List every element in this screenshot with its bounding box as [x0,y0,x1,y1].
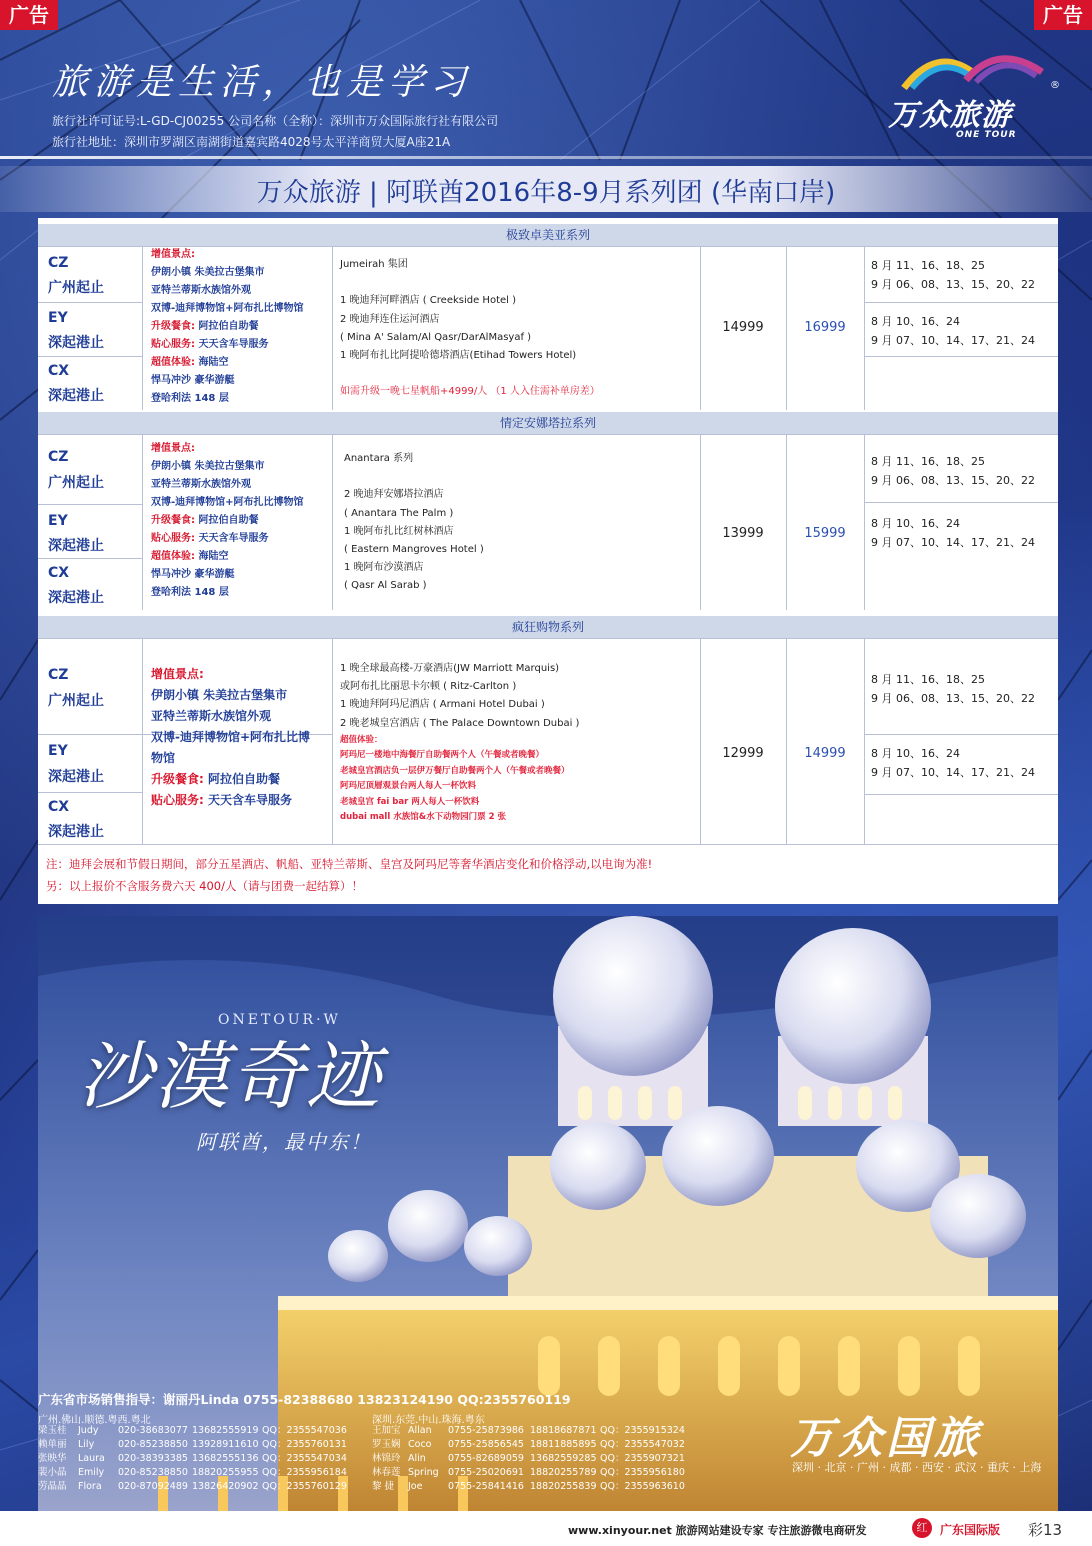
hotel-line: 或阿布扎比丽思卡尔顿 ( Ritz-Carlton ) [340,681,517,693]
experience-line: 老城皇宫酒店负一层伊万餐厅自助餐两个人（午餐或者晚餐） [340,765,570,776]
banner-brand-small: ONETOUR·W [218,1012,341,1028]
date-line: 8 月 10、16、24 [871,517,960,530]
contact-row: 王加宝 Allan 0755-25873986 18818687871 QQ：2355915324 [372,1425,685,1436]
column-divider [700,434,701,610]
airline-code: CX [48,565,70,581]
bottom-bar [0,1511,1092,1546]
feature-line: 亚特兰蒂斯水族馆外观 [151,285,251,296]
column-divider [786,434,787,610]
feature-line: 悍马冲沙 豪华游艇 [151,569,235,580]
hotel-line: 2 晚老城皇宫酒店 ( The Palace Downtown Dubai ) [340,717,580,729]
features-list [151,246,304,408]
banner-title: 沙漠奇迹 [78,1034,382,1120]
hotel-line: 2 晚迪拜安娜塔拉酒店 [344,489,444,501]
price-premium: 14999 [804,746,846,761]
feature-line: 亚特兰蒂斯水族馆外观 [151,479,251,490]
hotel-line: ( Eastern Mangroves Hotel ) [344,544,484,556]
column-divider [786,638,787,844]
date-line: 9 月 07、10、14、17、21、24 [871,334,1035,347]
departure-dates [871,312,1035,350]
contacts-right [372,1424,685,1494]
hotel-list [344,450,484,596]
date-line: 8 月 11、16、18、25 [871,259,985,272]
column-divider [142,434,143,610]
edition-label: 广东国际版 [940,1523,1001,1537]
date-line: 9 月 06、08、13、15、20、22 [871,278,1035,291]
airline-route: 深起港止 [48,590,104,606]
column-divider [864,434,865,610]
row-divider [38,638,1058,639]
row-divider [38,844,1058,845]
section-header-anantara: 情定安娜塔拉系列 [38,412,1058,434]
row-divider [38,434,1058,435]
departure-dates [871,744,1035,782]
airline-route: 广州起止 [48,280,104,296]
feature-line: 伊朗小镇 朱美拉古堡集市 [151,688,288,702]
hotel-list [340,660,579,826]
hotel-line: 1 晚阿布扎比红树林酒店 [344,525,454,537]
price-premium: 16999 [804,320,846,335]
airline-route: 深起港止 [48,538,104,554]
airline-route: 深起港止 [48,769,104,785]
row-divider [864,734,1058,735]
logo-brand-text: 万众旅游 [888,98,1012,133]
feature-line: 升级餐食: 阿拉伯自助餐 [151,515,259,526]
onetour-logo [886,42,1060,152]
airline-code: EY [48,743,68,759]
airline-route: 广州起止 [48,475,104,491]
experience-line: 老城皇宫 fai bar 两人每人一杯饮料 [340,796,480,807]
footer-brand: 万众国旅 [790,1413,982,1464]
license-info: 旅行社许可证号:L-GD-CJ00255 公司名称（全称）：深圳市万众国际旅行社有限公司 [52,114,499,128]
feature-line: 超值体验: 海陆空 [151,357,229,368]
contact-row: 林锦玲 Alin 0755-82689059 13682559285 QQ：2355907321 [372,1453,685,1464]
feature-line: 物馆 [151,751,176,765]
airline-route: 深起港止 [48,824,104,840]
date-line: 8 月 10、16、24 [871,747,960,760]
title-band [0,166,1092,212]
row-divider [864,302,1058,303]
column-divider [700,638,701,844]
contact-row: 裴小晶 Emily 020-85238850 18820255955 QQ：2355956184 [38,1467,347,1478]
price-standard: 12999 [722,746,764,761]
airline-code: CZ [48,449,69,465]
hotel-line: 1 晚阿布扎比阿提哈德塔酒店(Etihad Towers Hotel) [340,350,577,362]
page-title: 万众旅游 | 阿联酋2016年8-9月系列团 (华南口岸) [256,178,836,208]
hotel-line: ( Qasr Al Sarab ) [344,580,427,592]
header-divider [0,156,1092,159]
date-line: 8 月 11、16、18、25 [871,455,985,468]
experience-line: 阿玛尼顶層观景台两人每人一杯饮料 [340,781,477,792]
logo-sub-text: ONE TOUR [956,130,1017,140]
feature-line: 增值景点: [151,249,195,260]
region-right: 深圳.东莞.中山.珠海.粤东 [372,1415,485,1426]
website-text: www.xinyour.net 旅游网站建设专家 专注旅游微电商研发 [568,1524,867,1537]
feature-line: 双博-迪拜博物馆+阿布扎比博 [151,730,311,744]
column-divider [864,246,865,410]
date-line: 9 月 06、08、13、15、20、22 [871,692,1035,705]
section-header-shopping: 疯狂购物系列 [38,616,1058,638]
features-list [151,440,304,602]
footer-cities: 深圳 · 北京 · 广州 · 成都 · 西安 · 武汉 · 重庆 · 上海 [792,1461,1042,1474]
feature-line: 登哈利法 148 层 [151,393,229,404]
departure-dates [871,452,1035,490]
airline-code: CZ [48,255,69,271]
hotel-upgrade-note: 如需升级一晚七星帆船+4999/人 （1 人入住需补单房差） [340,386,600,398]
address-info: 旅行社地址：深圳市罗湖区南湖街道嘉宾路4028号太平洋商贸大厦A座21A [52,135,451,149]
hotel-line: ( Anantara The Palm ) [344,507,454,519]
column-divider [332,434,333,610]
row-divider [38,504,142,505]
contact-row: 黎 捷 Joe 0755-25841416 18820255839 QQ：2355963610 [372,1481,685,1492]
row-divider [864,794,1058,795]
row-divider [38,356,142,357]
contact-row: 赖单丽 Lily 020-85238850 13928911610 QQ：2355760131 [38,1439,347,1450]
experience-line: 阿玛尼一楼地中海餐厅自助餐两个人（午餐或者晚餐） [340,750,545,761]
tour-price-table [38,218,1058,904]
feature-line: 双博-迪拜博物馆+阿布扎比博物馆 [151,497,304,508]
airline-code: CX [48,363,70,379]
contact-row: 罗玉娴 Coco 0755-25856545 18811885895 QQ：2355547032 [372,1439,685,1450]
hotel-line: 1 晚全球最高楼-万豪酒店(JW Marriott Marquis) [340,663,560,674]
hotel-line [344,468,484,486]
feature-line: 贴心服务: 天天含车导服务 [151,533,269,544]
row-divider [864,502,1058,503]
feature-line: 伊朗小镇 朱美拉古堡集市 [151,461,265,472]
contact-row: 劳晶晶 Flora 020-87092489 13826420902 QQ：2355760129 [38,1481,347,1492]
ad-tag-left: 广告 [0,0,58,30]
page-number: 彩13 [1028,1521,1063,1539]
section-header-jumeirah: 极致卓美亚系列 [38,224,1058,246]
date-line: 9 月 07、10、14、17、21、24 [871,536,1035,549]
hotel-line [340,274,600,292]
departure-dates [871,670,1035,708]
contact-row: 梁玉桂 Judy 020-38683077 13682555919 QQ：2355547036 [38,1425,347,1436]
price-standard: 13999 [722,526,764,541]
feature-line: 悍马冲沙 豪华游艇 [151,375,235,386]
price-standard: 14999 [722,320,764,335]
airline-code: EY [48,310,68,326]
feature-line: 超值体验: 海陆空 [151,551,229,562]
contacts-left [38,1424,347,1494]
price-premium: 15999 [804,526,846,541]
feature-line: 升级餐食: 阿拉伯自助餐 [151,321,259,332]
hotel-line: 2 晚迪拜连住运河酒店 [340,313,440,325]
column-divider [142,638,143,844]
airline-route: 深起港止 [48,388,104,404]
date-line: 8 月 11、16、18、25 [871,673,985,686]
note-line: 另：以上报价不含服务费六天 400/人（请与团费一起结算）！ [46,879,363,893]
hotel-line: 1 晚迪拜阿玛尼酒店 ( Armani Hotel Dubai ) [340,699,545,711]
hotel-line: 1 晚迪拜河畔酒店 ( Creekside Hotel ) [340,295,517,307]
region-left: 广州.佛山.顺德.粤西.粤北 [38,1415,151,1426]
hotel-line: Anantara 系列 [344,453,414,464]
date-line: 9 月 07、10、14、17、21、24 [871,766,1035,779]
red-badge-icon: 红 [912,1518,932,1538]
airline-code: CX [48,799,70,815]
departure-dates [871,256,1035,294]
ad-tag-right: 广告 [1034,0,1092,30]
airline-code: CZ [48,667,69,683]
features-list [151,664,310,811]
feature-line: 登哈利法 148 层 [151,587,229,598]
row-divider [38,302,142,303]
hotel-line: 1 晚阿布沙漠酒店 [344,562,424,574]
feature-line: 贴心服务: 天天含车导服务 [151,793,292,807]
note-line: 注：迪拜会展和节假日期间，部分五星酒店、帆船、亚特兰蒂斯、皇宫及阿玛尼等奢华酒店变化和价格浮动,以电询为准! [46,857,653,871]
row-divider [38,792,142,793]
banner-tagline: 阿联酋，最中东！ [196,1130,372,1154]
column-divider [332,638,333,844]
contact-row: 张映华 Laura 020-38393385 13682555136 QQ：2355547034 [38,1453,347,1464]
feature-line: 亚特兰蒂斯水族馆外观 [151,709,272,723]
feature-line: 伊朗小镇 朱美拉古堡集市 [151,267,265,278]
feature-line: 双博-迪拜博物馆+阿布扎比博物馆 [151,303,304,314]
airline-route: 深起港止 [48,335,104,351]
experience-title: 超值体验： [340,734,383,745]
feature-line: 增值景点: [151,667,204,681]
departure-dates [871,514,1035,552]
contact-row: 林春莲 Spring 0755-25020691 18820255789 QQ：2355956180 [372,1467,685,1478]
column-divider [142,246,143,410]
feature-line: 增值景点: [151,443,195,454]
hotel-line [340,365,600,383]
feature-line: 贴心服务: 天天含车导服务 [151,339,269,350]
column-divider [864,638,865,844]
row-divider [864,356,1058,357]
airline-route: 广州起止 [48,693,104,709]
airline-code: EY [48,513,68,529]
hotel-line: ( Mina A' Salam/Al Qasr/DarAlMasyaf ) [340,331,532,343]
sales-lead: 广东省市场销售指导：谢丽丹Linda 0755-82388680 13823124190 QQ:2355760119 [38,1392,571,1407]
experience-line: dubai mall 水族馆&水下动物园门票 2 张 [340,812,506,823]
feature-line: 升级餐食: 阿拉伯自助餐 [151,772,280,786]
registered-mark: ® [1050,80,1060,91]
column-divider [332,246,333,410]
date-line: 8 月 10、16、24 [871,315,960,328]
date-line: 9 月 06、08、13、15、20、22 [871,474,1035,487]
hotel-line: Jumeirah 集团 [340,259,408,270]
hotel-list [340,256,600,402]
slogan: 旅游是生活，也是学习 [52,62,473,103]
rainbow-logo-icon [886,42,1056,92]
